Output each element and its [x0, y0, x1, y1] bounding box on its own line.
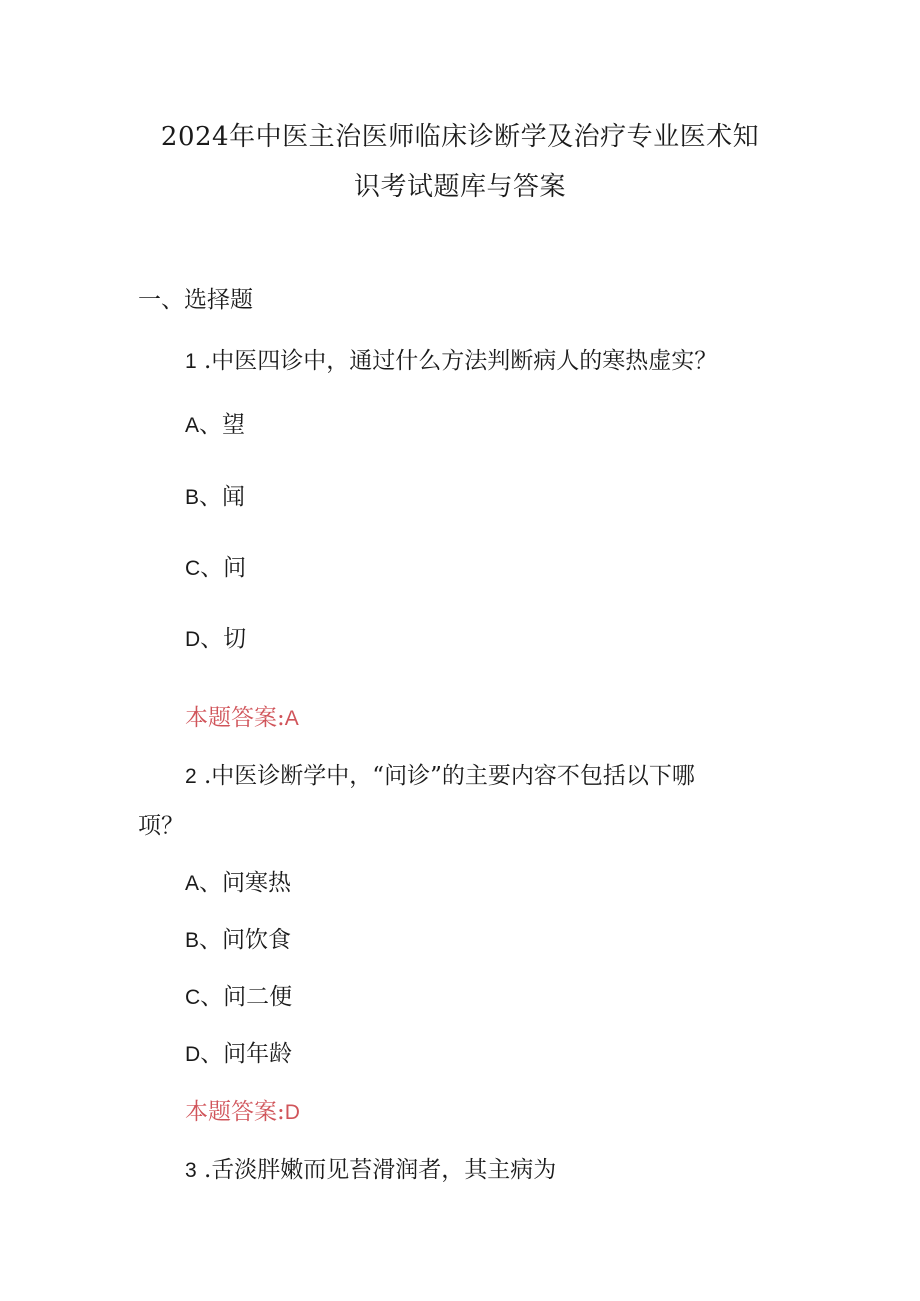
option-2d [185, 1037, 292, 1072]
option-letter: B [185, 929, 200, 952]
option-1c [185, 551, 246, 586]
answer-1 [185, 701, 299, 736]
option-sep: 、 [199, 927, 223, 953]
question-3 [185, 1153, 556, 1188]
document-title [130, 112, 790, 212]
option-1d [185, 622, 246, 657]
option-sep: 、 [199, 412, 223, 438]
answer-value: A [284, 707, 299, 730]
question-text: .中医诊断学中，“问诊”的主要内容不包括以下哪 [204, 763, 695, 789]
title-line-1: 2024年中医主治医师临床诊断学及治疗专业医术知 [160, 122, 760, 152]
option-letter: A [185, 414, 200, 437]
option-text: 问饮食 [222, 927, 292, 953]
option-letter: C [185, 557, 201, 580]
option-letter: C [185, 986, 201, 1009]
question-text: .中医四诊中，通过什么方法判断病人的寒热虚实？ [204, 348, 718, 374]
option-text: 问 [223, 555, 247, 581]
option-letter: D [185, 1043, 201, 1066]
option-letter: A [185, 872, 200, 895]
option-1b [185, 480, 245, 515]
title-line-2: 识考试题库与答案 [353, 172, 566, 202]
option-1a [185, 408, 245, 443]
question-2-continued: 项？ [138, 813, 184, 839]
option-text: 望 [222, 412, 246, 438]
question-number: 1 [185, 350, 197, 373]
option-text: 问二便 [223, 984, 293, 1010]
question-number: 3 [185, 1159, 197, 1182]
section-heading: 一、选择题 [138, 287, 253, 313]
option-letter: B [185, 486, 200, 509]
option-sep: 、 [200, 555, 224, 581]
question-2 [185, 759, 695, 794]
option-sep: 、 [200, 1041, 224, 1067]
option-text: 问年龄 [223, 1041, 293, 1067]
option-2b [185, 923, 291, 958]
option-sep: 、 [199, 870, 223, 896]
option-text: 闻 [222, 484, 246, 510]
question-text: .舌淡胖嫩而见苔滑润者，其主病为 [204, 1157, 557, 1183]
option-sep: 、 [200, 984, 224, 1010]
answer-value: D [284, 1101, 300, 1124]
question-number: 2 [185, 765, 197, 788]
option-letter: D [185, 628, 201, 651]
answer-label: 本题答案: [185, 1099, 285, 1125]
answer-2 [185, 1095, 300, 1130]
question-1 [185, 344, 717, 379]
answer-label: 本题答案: [185, 705, 285, 731]
option-sep: 、 [200, 626, 224, 652]
option-text: 切 [223, 626, 247, 652]
option-sep: 、 [199, 484, 223, 510]
option-2a [185, 866, 291, 901]
option-2c [185, 980, 292, 1015]
option-text: 问寒热 [222, 870, 292, 896]
